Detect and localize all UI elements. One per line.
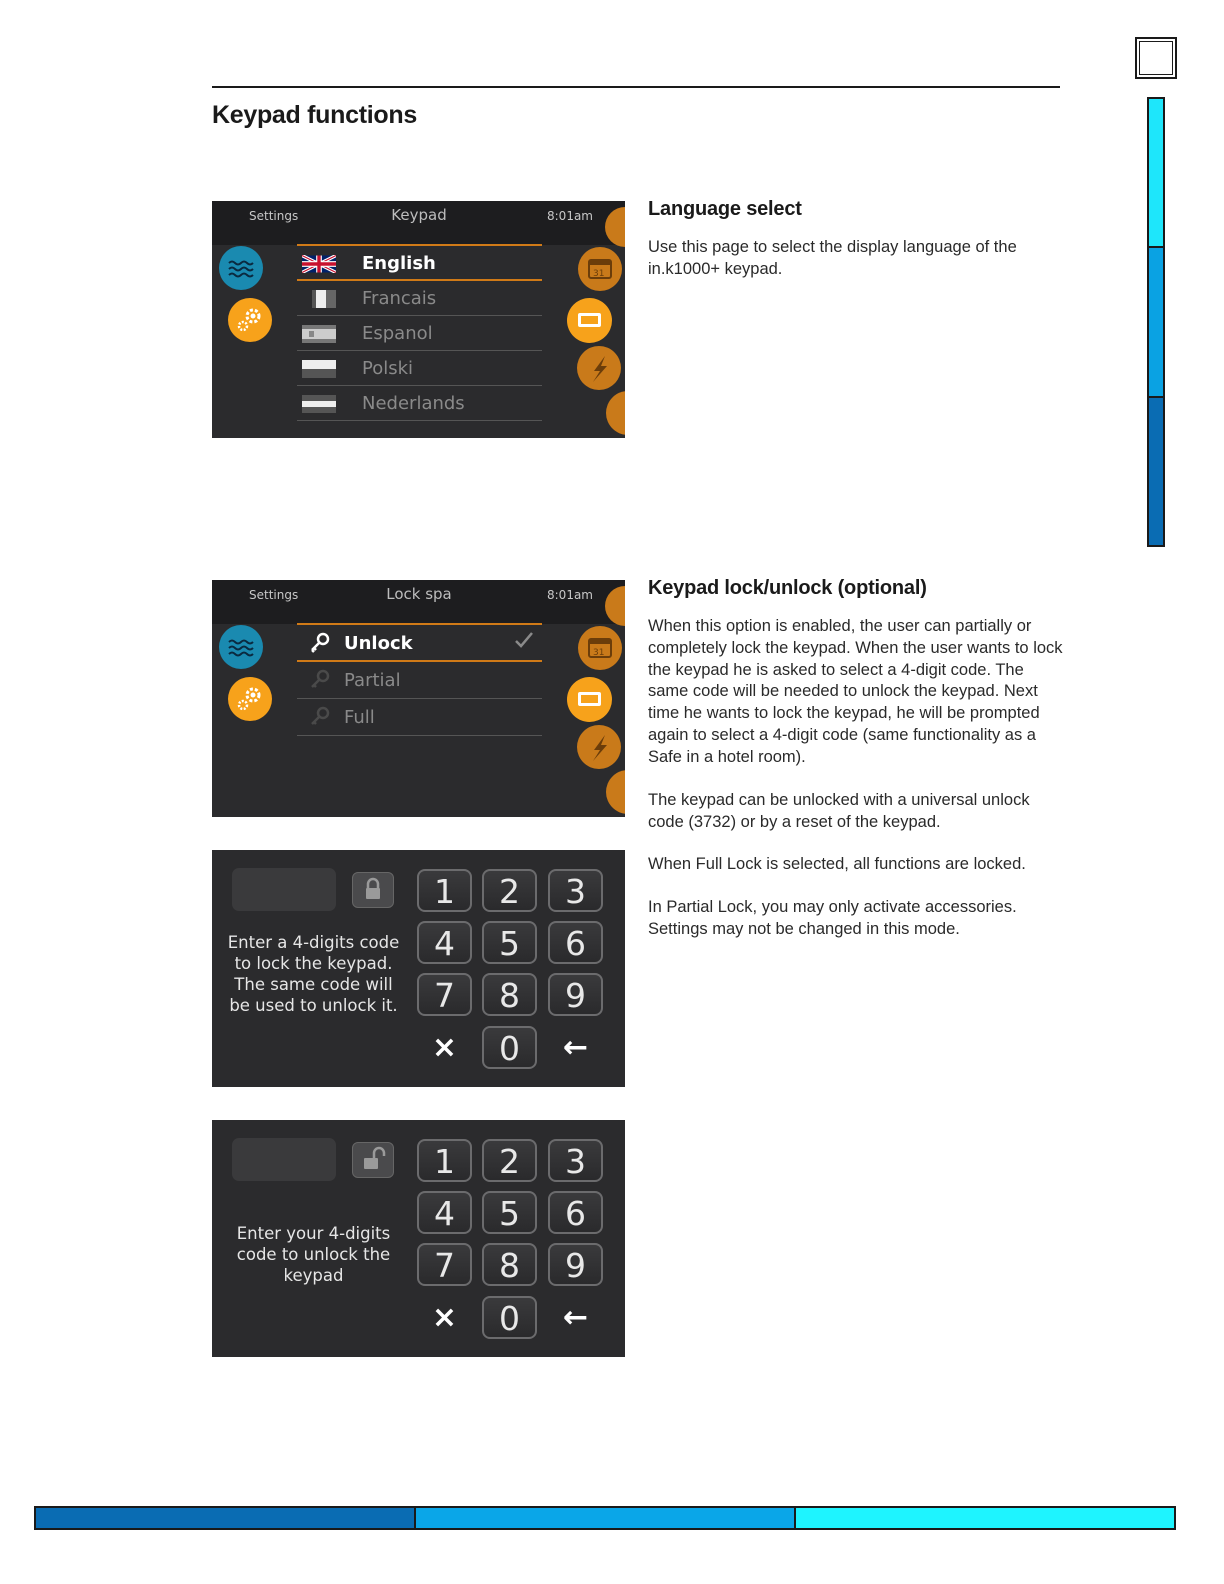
lock-code-keypad-screen — [212, 850, 625, 1087]
lock-option-label: Full — [344, 707, 375, 728]
section-paragraph: In Partial Lock, you may only activate accessories. Settings may not be changed in this mode. — [648, 898, 1017, 938]
section-paragraph: Use this page to select the display language of the in.k1000+ keypad. — [648, 238, 1017, 278]
calendar-icon[interactable] — [578, 626, 622, 670]
settings-gear-icon[interactable] — [228, 298, 272, 342]
section-paragraph: When this option is enabled, the user can partially or completely lock the keypad. When the user wants to lock the keypad he is asked to select a 4-digit code. The same code will be needed to unlock the keypad. Next time he wants to lock the keypad, he will be prompted again to select a 4-digit code (same functionality as a Safe in a hotel room). — [648, 617, 1063, 766]
backspace-arrow-icon[interactable]: ← — [562, 1300, 589, 1335]
lock-button[interactable] — [352, 872, 394, 908]
key-9[interactable]: 9 — [548, 973, 603, 1016]
wifi-icon[interactable] — [606, 770, 625, 814]
language-item-english[interactable] — [297, 246, 542, 281]
spain-flag-icon — [302, 325, 336, 343]
cancel-icon[interactable]: × — [431, 1300, 458, 1335]
svg-text:31: 31 — [593, 648, 605, 658]
page-title: Keypad functions — [212, 101, 417, 129]
language-label: Francais — [362, 288, 437, 309]
key-6[interactable]: 6 — [548, 921, 603, 964]
language-screen — [212, 201, 625, 438]
key-9[interactable]: 9 — [548, 1243, 603, 1286]
section-paragraph: When Full Lock is selected, all functions are locked. — [648, 855, 1026, 873]
unlock-code-keypad-screen — [212, 1120, 625, 1357]
language-label: English — [362, 253, 436, 274]
key-4[interactable]: 4 — [417, 1191, 472, 1234]
header-time: 8:01am — [547, 209, 593, 223]
language-list — [297, 246, 542, 421]
header-settings-label: Settings — [249, 209, 299, 223]
lock-option-label: Partial — [344, 670, 401, 691]
key-0[interactable]: 0 — [482, 1026, 537, 1069]
uk-flag-icon — [302, 255, 336, 273]
language-item-espanol[interactable] — [297, 316, 542, 351]
key-3[interactable]: 3 — [548, 1139, 603, 1182]
language-label: Nederlands — [362, 393, 465, 414]
key-6[interactable]: 6 — [548, 1191, 603, 1234]
padlock-open-icon — [353, 1143, 393, 1177]
key-1[interactable]: 1 — [417, 869, 472, 912]
section-paragraph: The keypad can be unlocked with a universal unlock code (3732) or by a reset of the keypad. — [648, 791, 1030, 831]
keypad-display-icon[interactable] — [567, 298, 612, 343]
cancel-icon[interactable]: × — [431, 1030, 458, 1065]
padlock-closed-icon — [353, 873, 393, 907]
code-display-field — [232, 1138, 336, 1181]
keypad-display-icon[interactable] — [567, 677, 612, 722]
key-3[interactable]: 3 — [548, 869, 603, 912]
key-5[interactable]: 5 — [482, 1191, 537, 1234]
side-bar-cyan — [1149, 99, 1163, 246]
key-2[interactable]: 2 — [482, 1139, 537, 1182]
key-8[interactable]: 8 — [482, 1243, 537, 1286]
poland-flag-icon — [302, 360, 336, 378]
section-heading-language: Language select — [648, 198, 802, 220]
header-title: Lock spa — [386, 585, 452, 603]
lock-option-unlock[interactable] — [297, 625, 542, 662]
key-0[interactable]: 0 — [482, 1296, 537, 1339]
key-icon — [309, 706, 331, 728]
bottom-color-bar — [34, 1506, 1176, 1530]
bottom-bar-mid-blue — [414, 1508, 794, 1528]
lock-option-partial[interactable] — [297, 662, 542, 699]
key-icon — [309, 669, 331, 691]
side-bar-dark-blue — [1149, 396, 1163, 545]
header-settings-label: Settings — [249, 588, 299, 602]
language-item-francais[interactable] — [297, 281, 542, 316]
language-item-nederlands[interactable] — [297, 386, 542, 421]
wifi-icon[interactable] — [606, 391, 625, 435]
electric-icon[interactable] — [577, 346, 621, 390]
key-icon — [309, 632, 331, 654]
key-8[interactable]: 8 — [482, 973, 537, 1016]
netherlands-flag-icon — [302, 395, 336, 413]
key-2[interactable]: 2 — [482, 869, 537, 912]
unlock-button[interactable] — [352, 1142, 394, 1178]
lock-option-list — [297, 625, 542, 736]
header-title: Keypad — [391, 206, 447, 224]
lock-spa-screen — [212, 580, 625, 817]
side-bar-mid-blue — [1149, 246, 1163, 395]
corner-box — [1135, 37, 1177, 79]
bottom-bar-dark-blue — [36, 1508, 414, 1528]
checkmark-icon — [514, 630, 534, 650]
water-icon[interactable] — [219, 246, 263, 290]
language-item-polski[interactable] — [297, 351, 542, 386]
code-display-field — [232, 868, 336, 911]
svg-text:31: 31 — [593, 269, 605, 279]
key-7[interactable]: 7 — [417, 1243, 472, 1286]
key-7[interactable]: 7 — [417, 973, 472, 1016]
header-time: 8:01am — [547, 588, 593, 602]
settings-gear-icon[interactable] — [228, 677, 272, 721]
top-rule — [212, 86, 1060, 88]
language-label: Polski — [362, 358, 414, 379]
calendar-icon[interactable] — [578, 247, 622, 291]
language-label: Espanol — [362, 323, 433, 344]
key-1[interactable]: 1 — [417, 1139, 472, 1182]
lock-option-label: Unlock — [344, 633, 413, 654]
key-5[interactable]: 5 — [482, 921, 537, 964]
electric-icon[interactable] — [577, 725, 621, 769]
side-color-bar — [1147, 97, 1165, 547]
lock-instruction-text: Enter a 4-digits code to lock the keypad. The same code will be used to unlock it. — [227, 933, 400, 1015]
lock-option-full[interactable] — [297, 699, 542, 736]
france-flag-icon — [302, 290, 336, 308]
bottom-bar-cyan — [794, 1508, 1174, 1528]
unlock-instruction-text: Enter your 4-digits code to unlock the keypad — [236, 1224, 391, 1285]
water-icon[interactable] — [219, 625, 263, 669]
backspace-arrow-icon[interactable]: ← — [562, 1030, 589, 1065]
key-4[interactable]: 4 — [417, 921, 472, 964]
section-heading-lock: Keypad lock/unlock (optional) — [648, 577, 927, 599]
